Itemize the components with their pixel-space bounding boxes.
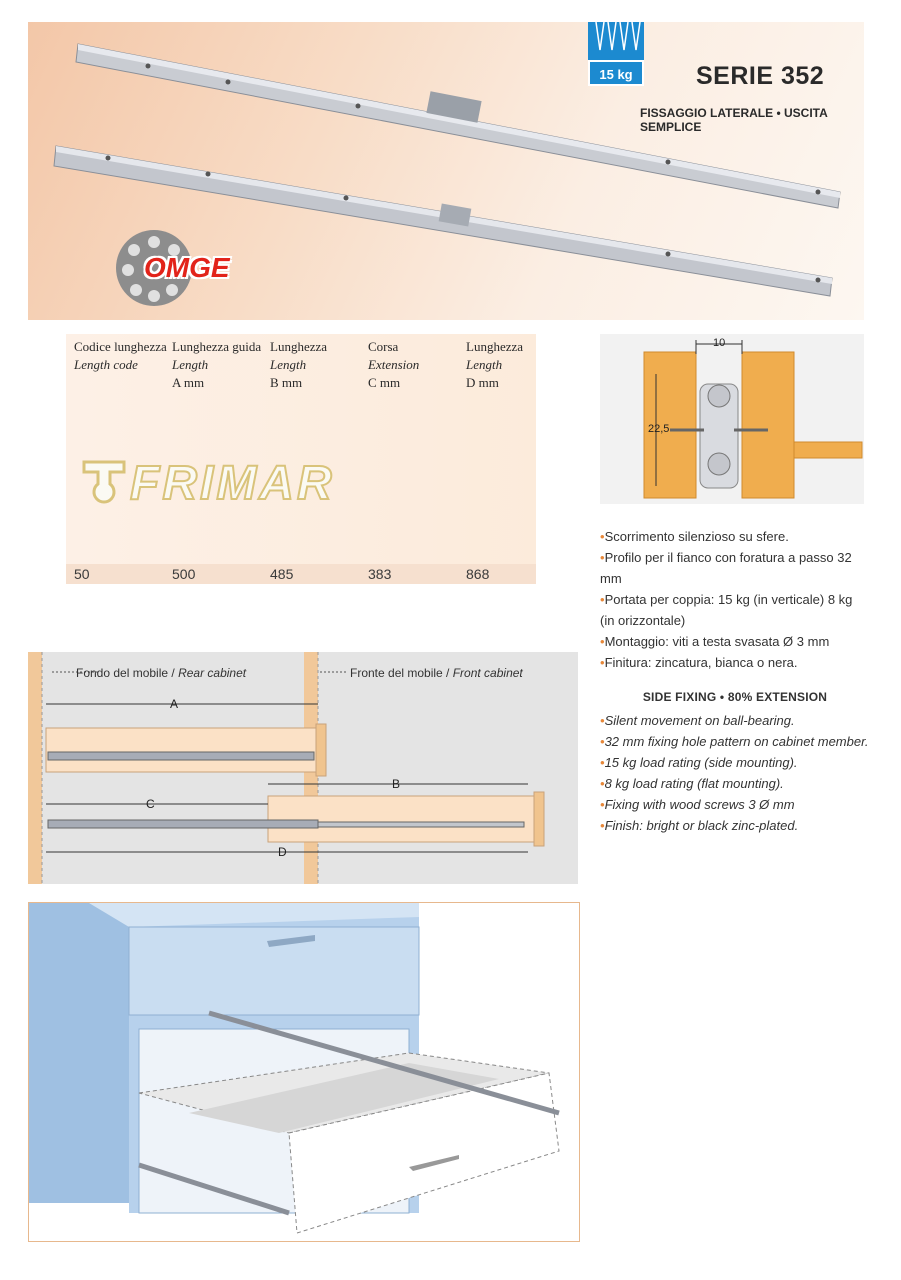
list-item: •Finish: bright or black zinc-plated. (600, 818, 799, 833)
cell-length-code: 50 (74, 566, 90, 582)
watermark-key-icon (74, 454, 134, 514)
product-hero (28, 22, 864, 320)
list-item: •Fixing with wood screws 3 Ø mm (600, 797, 795, 812)
feature-list-en (600, 710, 870, 836)
series-title: SERIE 352 (696, 62, 825, 90)
cell-extension: 383 (368, 566, 392, 582)
table-header-length-b: Lunghezza Length B mm (270, 339, 328, 390)
brand-logo-text: OMGE (144, 252, 230, 283)
cell-length-b: 485 (270, 566, 294, 582)
length-table (66, 334, 536, 584)
rear-cabinet-label: Fondo del mobile / Rear cabinet (76, 666, 247, 680)
installation-illustration (28, 902, 580, 1242)
table-header-length-d: Lunghezza Length D mm (466, 339, 524, 390)
cell-length-d: 868 (466, 566, 490, 582)
list-item: •Finitura: zincatura, bianca o nera. (600, 655, 798, 670)
front-cabinet-label: Fronte del mobile / Front cabinet (350, 666, 523, 680)
feature-list-it (600, 526, 870, 673)
table-header-length-code: Codice lunghezza Length code (74, 339, 167, 372)
weight-icon (588, 22, 644, 60)
series-subtitle: FISSAGGIO LATERALE • USCITA SEMPLICE (640, 106, 828, 134)
list-item: •8 kg load rating (flat mounting). (600, 776, 784, 791)
cross-section-diagram (600, 334, 864, 504)
dimension-diagram (28, 652, 578, 884)
list-item: •Silent movement on ball-bearing. (600, 713, 795, 728)
table-header-extension: Corsa Extension C mm (368, 339, 420, 390)
dim-a: A (170, 697, 179, 711)
dim-height-label: 22,5 (648, 423, 670, 435)
list-item: •32 mm fixing hole pattern on cabinet member. (600, 734, 869, 749)
features-panel (600, 526, 870, 836)
side-fixing-title: SIDE FIXING • 80% EXTENSION (642, 690, 828, 704)
dim-d: D (278, 845, 287, 859)
list-item: •Portata per coppia: 15 kg (in verticale) 8 kg (in orizzontale) (600, 592, 853, 628)
load-badge (588, 22, 644, 86)
dim-c: C (146, 797, 155, 811)
list-item: •Profilo per il fianco con foratura a passo 32 mm (600, 550, 852, 586)
watermark-text: FRIMAR (130, 457, 335, 510)
list-item: •Montaggio: viti a testa svasata Ø 3 mm (600, 634, 830, 649)
brand-logo (114, 228, 254, 308)
table-row (66, 564, 536, 584)
table-header-guide-length: Lunghezza guida Length A mm (172, 339, 262, 390)
dim-b: B (392, 777, 401, 791)
cell-guide-length: 500 (172, 566, 196, 582)
load-badge-label: 15 kg (588, 60, 644, 86)
watermark (66, 452, 536, 514)
list-item: •Scorrimento silenzioso su sfere. (600, 529, 789, 544)
dim-width-label: 10 (713, 337, 726, 349)
list-item: •15 kg load rating (side mounting). (600, 755, 798, 770)
